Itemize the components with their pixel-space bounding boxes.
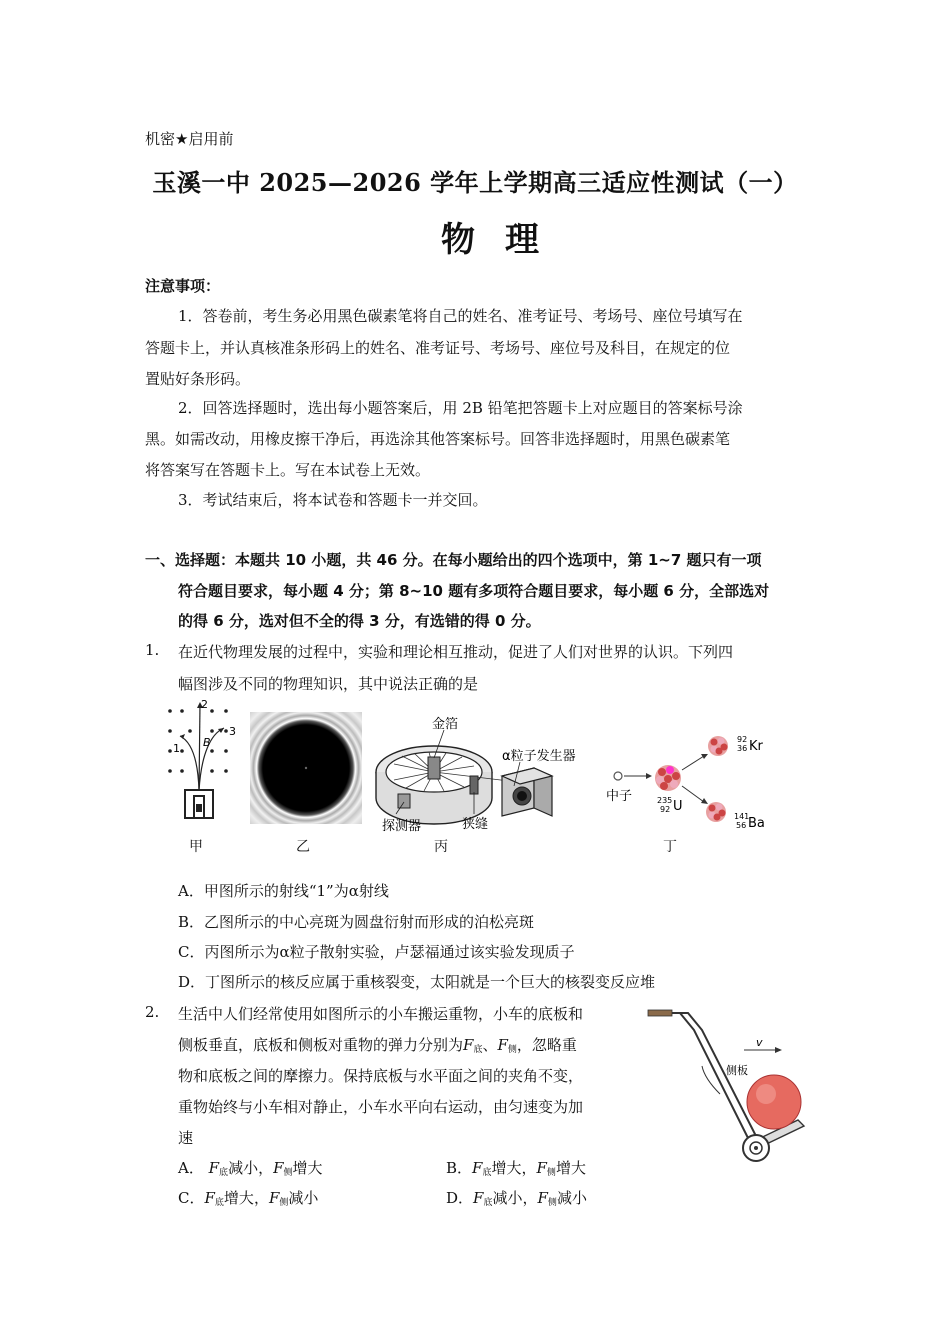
- question-2-option-b: B．$F_底$增大，$F_侧$增大: [446, 1159, 586, 1178]
- question-2-option-c: C．$F_底$增大，$F_侧$减小: [178, 1189, 319, 1208]
- figure-jia-caption: 甲: [189, 839, 203, 855]
- jia-label-1: 1: [173, 742, 180, 755]
- notice-item-1-line-3: 置贴好条形码。: [145, 370, 251, 388]
- question-1-option-a: A．甲图所示的射线“1”为α射线: [178, 882, 389, 900]
- cart-side-plate-label: 侧板: [726, 1064, 748, 1077]
- question-2-line-3: 物和底板之间的摩擦力。保持底板与水平面之间的夹角不变，: [178, 1067, 584, 1085]
- question-1-option-c: C．丙图所示为α粒子散射实验，卢瑟福通过该实验发现质子: [178, 943, 575, 961]
- notice-item-2-line-2: 黑。如需改动，用橡皮擦干净后，再选涂其他答案标号。回答非选择题时，用黑色碳素笔: [145, 430, 731, 448]
- ding-Kr-mass: 92: [737, 735, 748, 744]
- question-2-line-4: 重物始终与小车相对静止，小车水平向右运动，由匀速变为加: [178, 1098, 584, 1116]
- figure-bing-caption: 丙: [434, 839, 448, 855]
- cart-velocity-label: v: [756, 1036, 763, 1049]
- figure-cart: [640, 1006, 820, 1170]
- ding-Ba-symbol: Ba: [748, 816, 765, 831]
- question-1-number: 1.: [145, 641, 160, 659]
- confidential-label: 机密★启用前: [145, 130, 234, 148]
- jia-label-2: 2: [201, 698, 208, 711]
- ding-U-charge: 92: [660, 805, 671, 814]
- ding-Kr-charge: 36: [737, 744, 748, 753]
- figure-jia: [160, 696, 240, 828]
- bing-slit-label: 狭缝: [462, 817, 489, 832]
- bing-source-label: α粒子发生器: [502, 749, 576, 764]
- section-1-line-3: 的得 6 分，选对但不全的得 3 分，有选错的得 0 分。: [178, 612, 541, 630]
- figure-bing: [374, 712, 594, 834]
- section-1-line-2: 符合题目要求，每小题 4 分；第 8~10 题有多项符合题目要求，每小题 6 分，全部选对: [178, 582, 770, 600]
- jia-label-B: B: [203, 736, 211, 749]
- notice-item-2-line-1: 2．回答选择题时，选出每小题答案后，用 2B 铅笔把答题卡上对应题目的答案标号涂: [178, 399, 743, 417]
- question-1-line-2: 幅图涉及不同的物理知识，其中说法正确的是: [178, 675, 479, 693]
- question-2-line-1: 生活中人们经常使用如图所示的小车搬运重物，小车的底板和: [178, 1005, 584, 1023]
- notice-item-3: 3．考试结束后，将本试卷和答题卡一并交回。: [178, 491, 488, 509]
- ding-neutron-label: 中子: [606, 789, 633, 804]
- bing-foil-label: 金箔: [432, 717, 459, 732]
- question-1-option-d: D．丁图所示的核反应属于重核裂变，太阳就是一个巨大的核裂变反应堆: [178, 973, 656, 991]
- question-2-line-2: 侧板垂直，底板和侧板对重物的弹力分别为$F_底$、$F_侧$，忽略重: [178, 1036, 577, 1055]
- figure-ding: [600, 724, 780, 834]
- section-1-line-1: 一、选择题：本题共 10 小题，共 46 分。在每小题给出的四个选项中，第 1~7 题只有一项: [145, 551, 762, 569]
- figure-yi: [250, 712, 362, 824]
- ding-Ba-mass: 141: [734, 812, 750, 821]
- ding-Kr-symbol: Kr: [749, 739, 763, 754]
- bing-detector-label: 探测器: [382, 819, 422, 834]
- question-2-option-d: D．$F_底$减小，$F_侧$减小: [446, 1189, 587, 1208]
- question-2-number: 2.: [145, 1003, 160, 1021]
- ding-U-symbol: U: [673, 799, 683, 814]
- notice-item-2-line-3: 将答案写在答题卡上。写在本试卷上无效。: [145, 461, 431, 479]
- notice-item-1-line-2: 答题卡上，并认真核准条形码上的姓名、准考证号、考场号、座位号及科目，在规定的位: [145, 339, 731, 357]
- notice-item-1-line-1: 1．答卷前，考生务必用黑色碳素笔将自己的姓名、准考证号、考场号、座位号填写在: [178, 307, 743, 325]
- jia-label-3: 3: [229, 725, 236, 738]
- question-2-option-a: A． $F_底$减小，$F_侧$增大: [178, 1159, 323, 1178]
- notice-heading: 注意事项：: [145, 277, 221, 295]
- figure-yi-caption: 乙: [296, 839, 310, 855]
- ding-U-mass: 235: [657, 796, 673, 805]
- question-2-line-5: 速: [178, 1129, 194, 1147]
- question-1-option-b: B．乙图所示的中心亮斑为圆盘衍射而形成的泊松亮斑: [178, 913, 535, 931]
- question-1-line-1: 在近代物理发展的过程中，实验和理论相互推动，促进了人们对世界的认识。下列四: [178, 643, 734, 661]
- exam-title: 玉溪一中 2025—2026 学年上学期高三适应性测试（一）: [152, 168, 798, 197]
- subject-title: 物理: [441, 220, 569, 260]
- ding-Ba-charge: 56: [736, 821, 747, 830]
- figure-ding-caption: 丁: [663, 839, 677, 855]
